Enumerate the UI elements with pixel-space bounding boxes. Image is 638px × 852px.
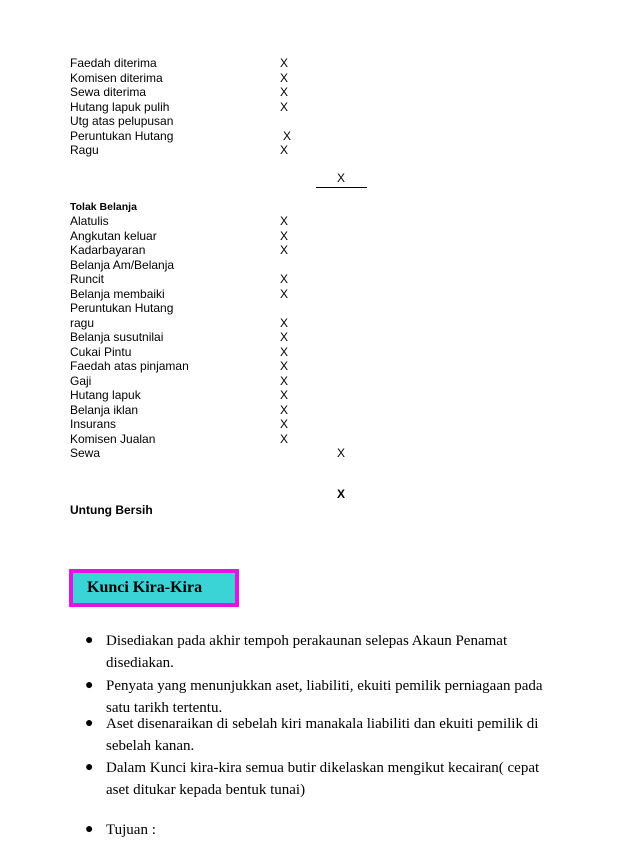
expense-row: Hutang lapuk	[70, 388, 141, 402]
income-row: Utg atas pelupusan	[70, 114, 174, 128]
bullet-icon: ●	[85, 716, 94, 731]
bullet-text: Tujuan :	[106, 822, 156, 838]
bullet-icon: ●	[85, 678, 94, 693]
income-row: Ragu	[70, 143, 99, 157]
expense-row: Belanja membaiki	[70, 286, 165, 301]
expenses-heading: Tolak Belanja	[70, 201, 137, 213]
bullet-icon: ●	[85, 760, 94, 775]
expense-mark: X	[280, 344, 289, 359]
expense-row: Insurans	[70, 417, 117, 431]
expense-row: Runcit	[70, 272, 105, 286]
bullet-text: Aset disenaraikan di sebelah kiri manakala liabiliti dan ekuiti pemilik di	[106, 716, 539, 732]
income-row: Faedah diterima	[70, 56, 157, 70]
income-row: Komisen diterima	[70, 70, 163, 85]
bullet-text: Disediakan pada akhir tempoh perakaunan selepas Akaun Penamat	[106, 633, 508, 649]
net-profit-label: Untung Bersih	[70, 503, 153, 517]
expense-row: Sewa	[70, 446, 101, 460]
income-mark: X	[280, 70, 289, 85]
income-mark: X	[280, 85, 289, 99]
expense-row: Gaji	[70, 373, 92, 388]
net-profit-mark: X	[337, 487, 346, 501]
expense-total-mark: X	[337, 446, 346, 460]
expense-row: Kadarbayaran	[70, 243, 146, 257]
expense-mark: X	[280, 272, 289, 286]
expense-mark: X	[280, 286, 289, 301]
expense-mark: X	[280, 214, 289, 228]
income-row: Peruntukan Hutang	[70, 128, 174, 143]
expense-row: Faedah atas pinjaman	[70, 359, 189, 373]
expense-mark: X	[280, 330, 289, 344]
expense-row: Cukai Pintu	[70, 344, 132, 359]
bullet-text-continued: disediakan.	[106, 655, 174, 671]
bullet-text-continued: sebelah kanan.	[106, 738, 195, 754]
bullet-text-continued: satu tarikh tertentu.	[106, 700, 223, 716]
section-heading-box	[69, 569, 239, 607]
expense-row: Komisen Jualan	[70, 431, 156, 446]
bullet-text: Dalam Kunci kira-kira semua butir dikelaskan mengikut kecairan( cepat	[106, 760, 540, 776]
expense-row: ragu	[70, 315, 95, 330]
expense-mark: X	[280, 431, 289, 446]
bullet-text-continued: aset ditukar kepada bentuk tunai)	[106, 782, 306, 798]
income-mark: X	[283, 128, 292, 143]
expense-mark: X	[280, 315, 289, 330]
section-heading: Kunci Kira-Kira	[87, 579, 203, 596]
income-row: Hutang lapuk pulih	[70, 99, 170, 114]
bullet-text: Penyata yang menunjukkan aset, liabiliti, ekuiti pemilik perniagaan pada	[106, 678, 543, 694]
expense-row: Belanja Am/Belanja	[70, 257, 175, 272]
income-mark: X	[280, 143, 289, 157]
expense-row: Angkutan keluar	[70, 228, 157, 243]
expense-row: Alatulis	[70, 214, 109, 228]
expense-mark: X	[280, 417, 289, 431]
income-mark: X	[280, 99, 289, 114]
income-mark: X	[280, 56, 289, 70]
expense-mark: X	[280, 402, 289, 417]
total-underline	[316, 187, 367, 188]
bullet-icon: ●	[85, 822, 94, 837]
expense-mark: X	[280, 359, 289, 373]
expense-mark: X	[280, 388, 289, 402]
bullet-icon: ●	[85, 633, 94, 648]
expense-mark: X	[280, 243, 289, 257]
expense-row: Peruntukan Hutang	[70, 301, 174, 315]
expense-row: Belanja susutnilai	[70, 330, 164, 344]
expense-mark: X	[280, 373, 289, 388]
income-total-mark: X	[337, 171, 346, 185]
income-row: Sewa diterima	[70, 85, 147, 99]
expense-row: Belanja iklan	[70, 402, 139, 417]
expense-mark: X	[280, 228, 289, 243]
